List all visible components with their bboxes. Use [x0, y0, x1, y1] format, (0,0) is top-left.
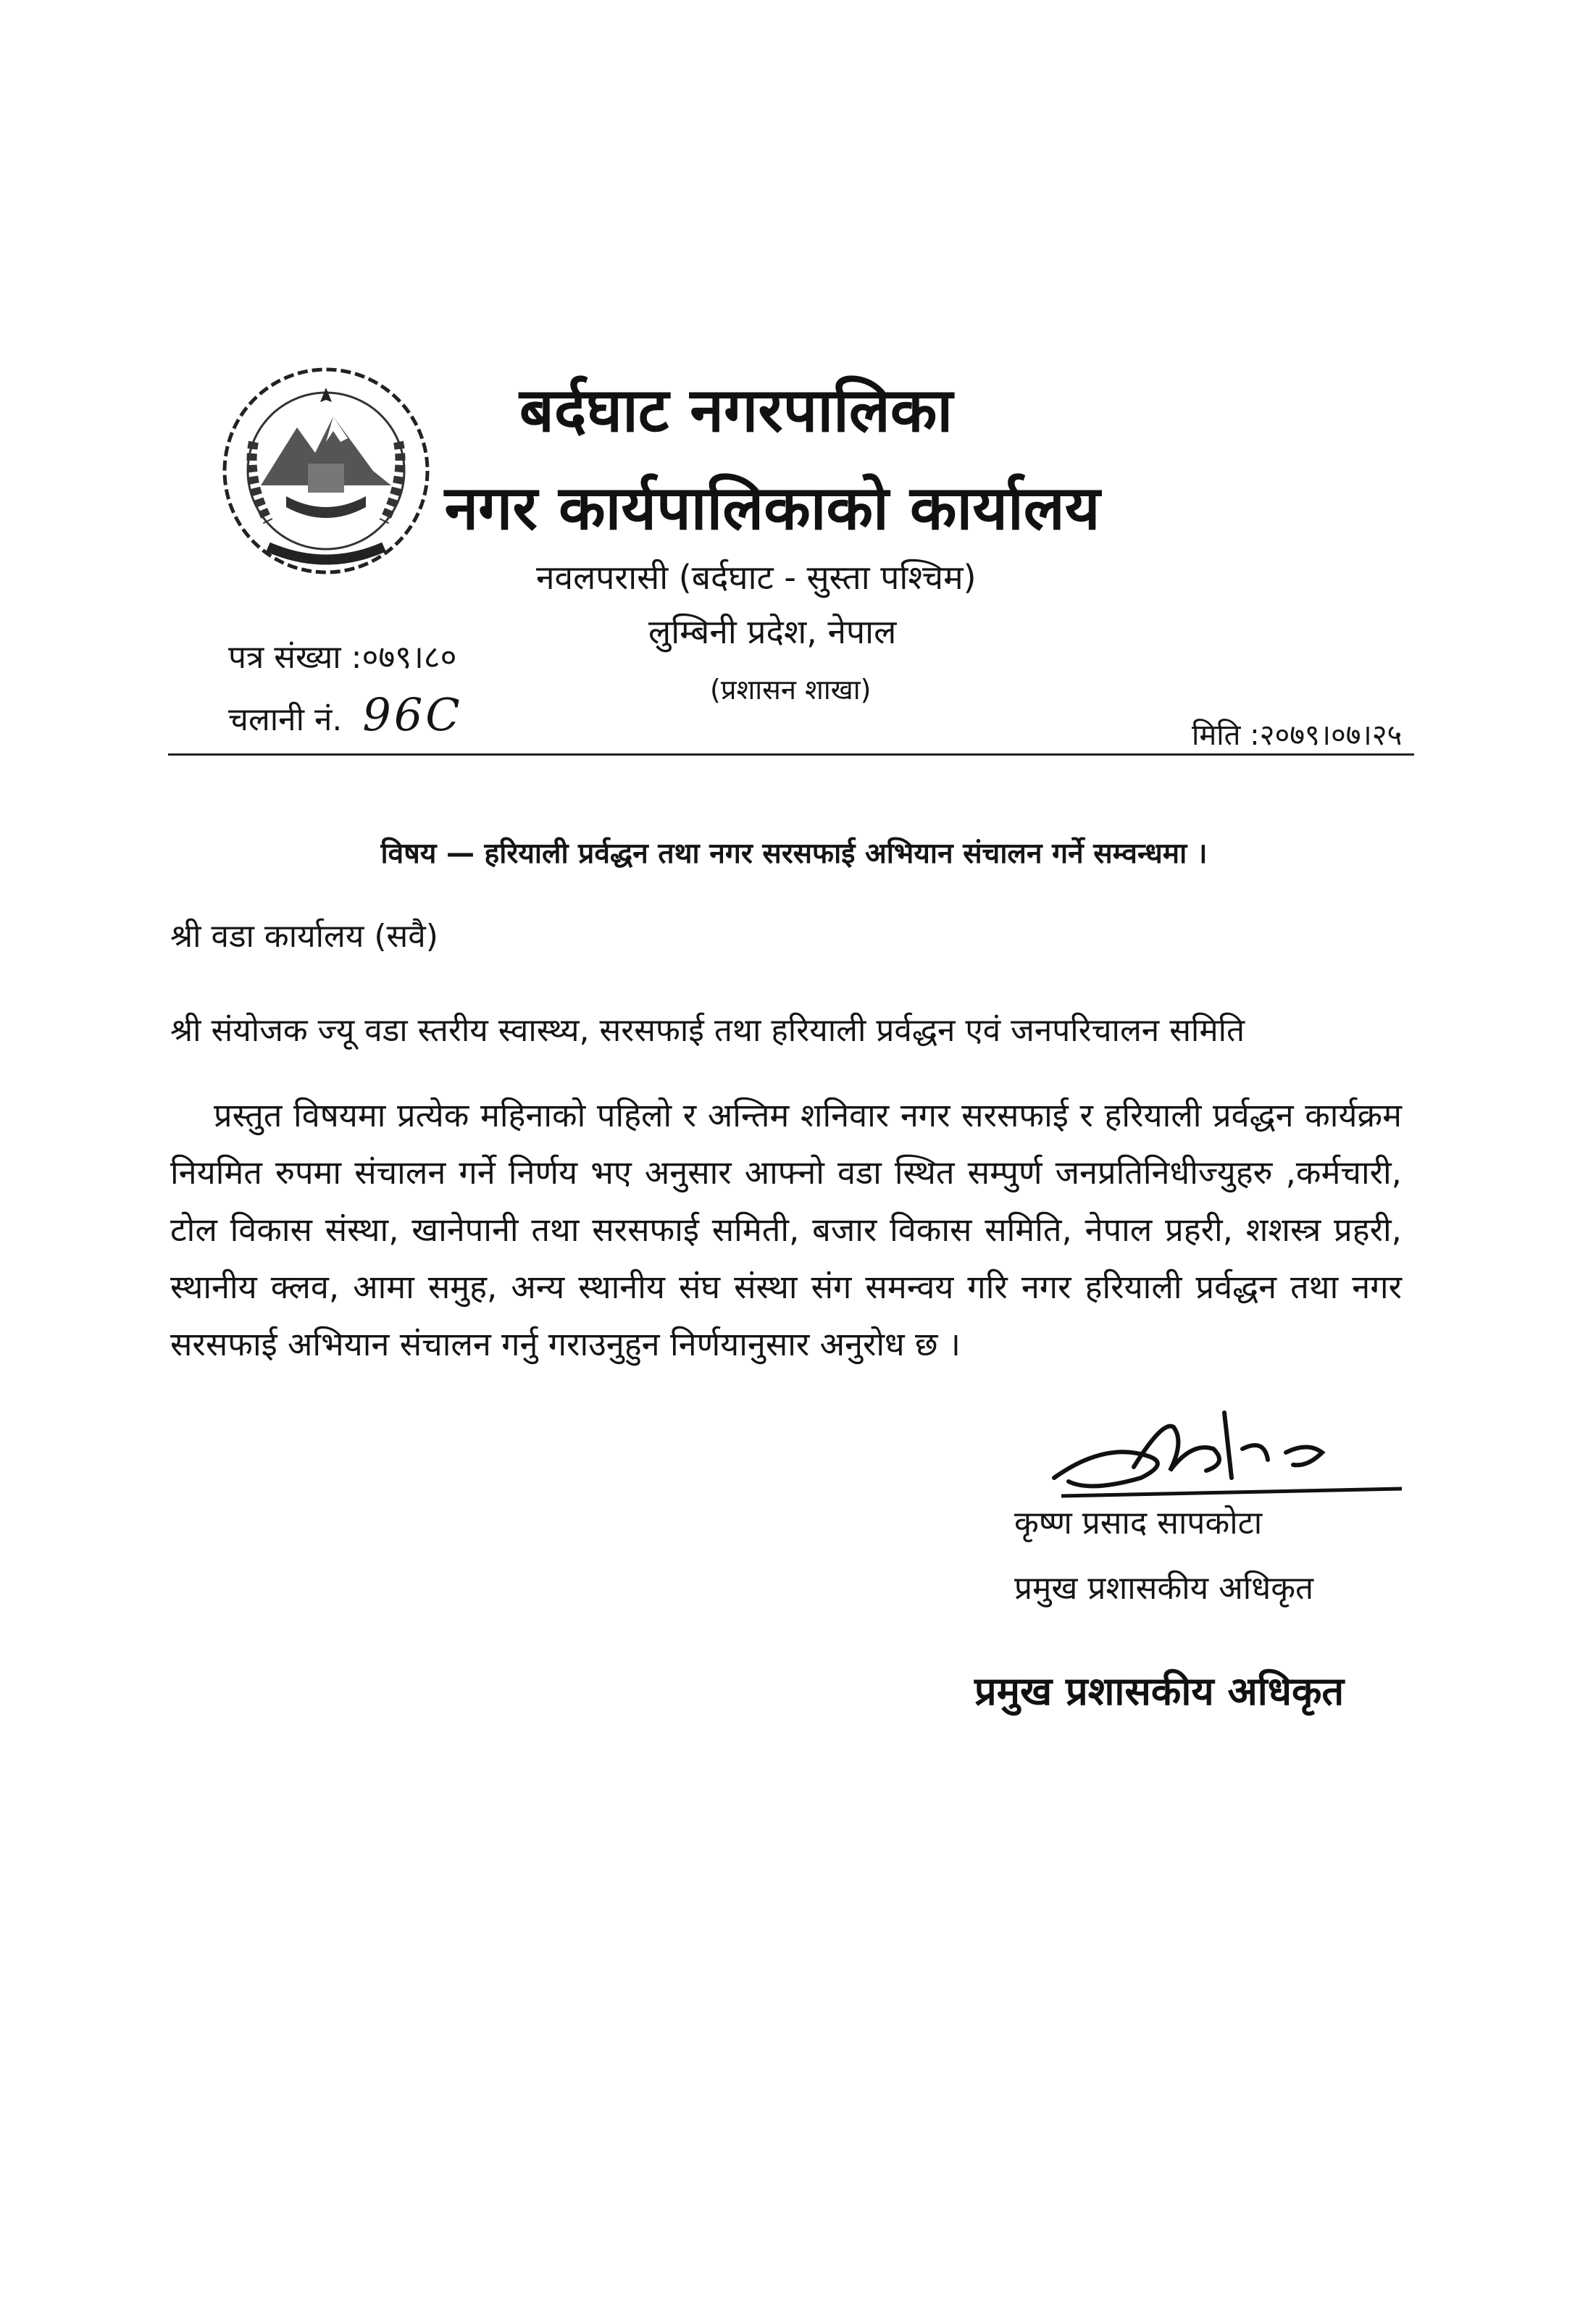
- letter-number: [228, 634, 457, 677]
- address-line-2: लुम्बिनी प्रदेश, नेपाल: [648, 612, 897, 651]
- designation-stamp: प्रमुख प्रशासकीय अधिकृत: [974, 1668, 1345, 1714]
- addressee-coordinator: श्री संयोजक ज्यू वडा स्तरीय स्वास्थ्य, सरसफाई तथा हरियाली प्रर्वद्धन एवं जनपरिचालन समिति: [170, 1012, 1245, 1049]
- date-label: मिति :: [1192, 719, 1260, 752]
- letter-body: प्रस्तुत विषयमा प्रत्येक महिनाको पहिलो र अन्तिम शनिवार नगर सरसफाई र हरियाली प्रर्वद्धन कार्यक्रम नियमित रुपमा संचालन गर्ने निर्णय भए अनुसार आफ्नो वडा स्थित सम्पुर्ण जनप्रतिनिधीज्युहरु ,कर्मचारी, टोल विकास संस्था, खानेपानी तथा सरसफाई समिती, बजार विकास समिति, नेपाल प्रहरी, शशस्त्र प्रहरी, स्थानीय क्लव, आमा समुह, अन्य स्थानीय संघ संस्था संग समन्वय गरि नगर हरियाली प्रर्वद्धन तथा नगर सरसफाई अभियान संचालन गर्नु गराउनुहुन निर्णयानुसार अनुरोध छ ।: [170, 1096, 1402, 1363]
- dispatch-number-value: 96C: [362, 688, 463, 741]
- letter-number-label: पत्र संख्या :: [228, 639, 362, 676]
- address-line-1: नवलपरासी (बर्दघाट - सुस्ता पश्चिम): [536, 558, 977, 597]
- date-value: २०७९।०७।२५: [1259, 719, 1403, 752]
- municipality-name: बर्दघाट नगरपालिका: [519, 375, 953, 446]
- dispatch-number-label: चलानी नं.: [228, 701, 343, 738]
- addressee-ward-office: श्री वडा कार्यालय (सवै): [170, 918, 438, 955]
- section-label: (प्रशासन शाखा): [710, 674, 872, 706]
- signer-name: कृष्ण प्रसाद सापकोटा: [1014, 1505, 1263, 1542]
- subject-line: विषय — हरियाली प्रर्वद्धन तथा नगर सरसफाई अभियान संचालन गर्ने सम्वन्धमा ।: [380, 837, 1208, 870]
- header-divider: [168, 753, 1414, 756]
- dispatch-number: [228, 688, 463, 741]
- signer-designation: प्रमुख प्रशासकीय अधिकृत: [1014, 1570, 1314, 1607]
- letter-date: [1192, 714, 1402, 753]
- letter-number-value: ०७९।८०: [362, 639, 457, 676]
- office-name: नगर कार्यपालिकाको कार्यालय: [444, 472, 1100, 543]
- handwritten-signature: [1047, 1398, 1409, 1514]
